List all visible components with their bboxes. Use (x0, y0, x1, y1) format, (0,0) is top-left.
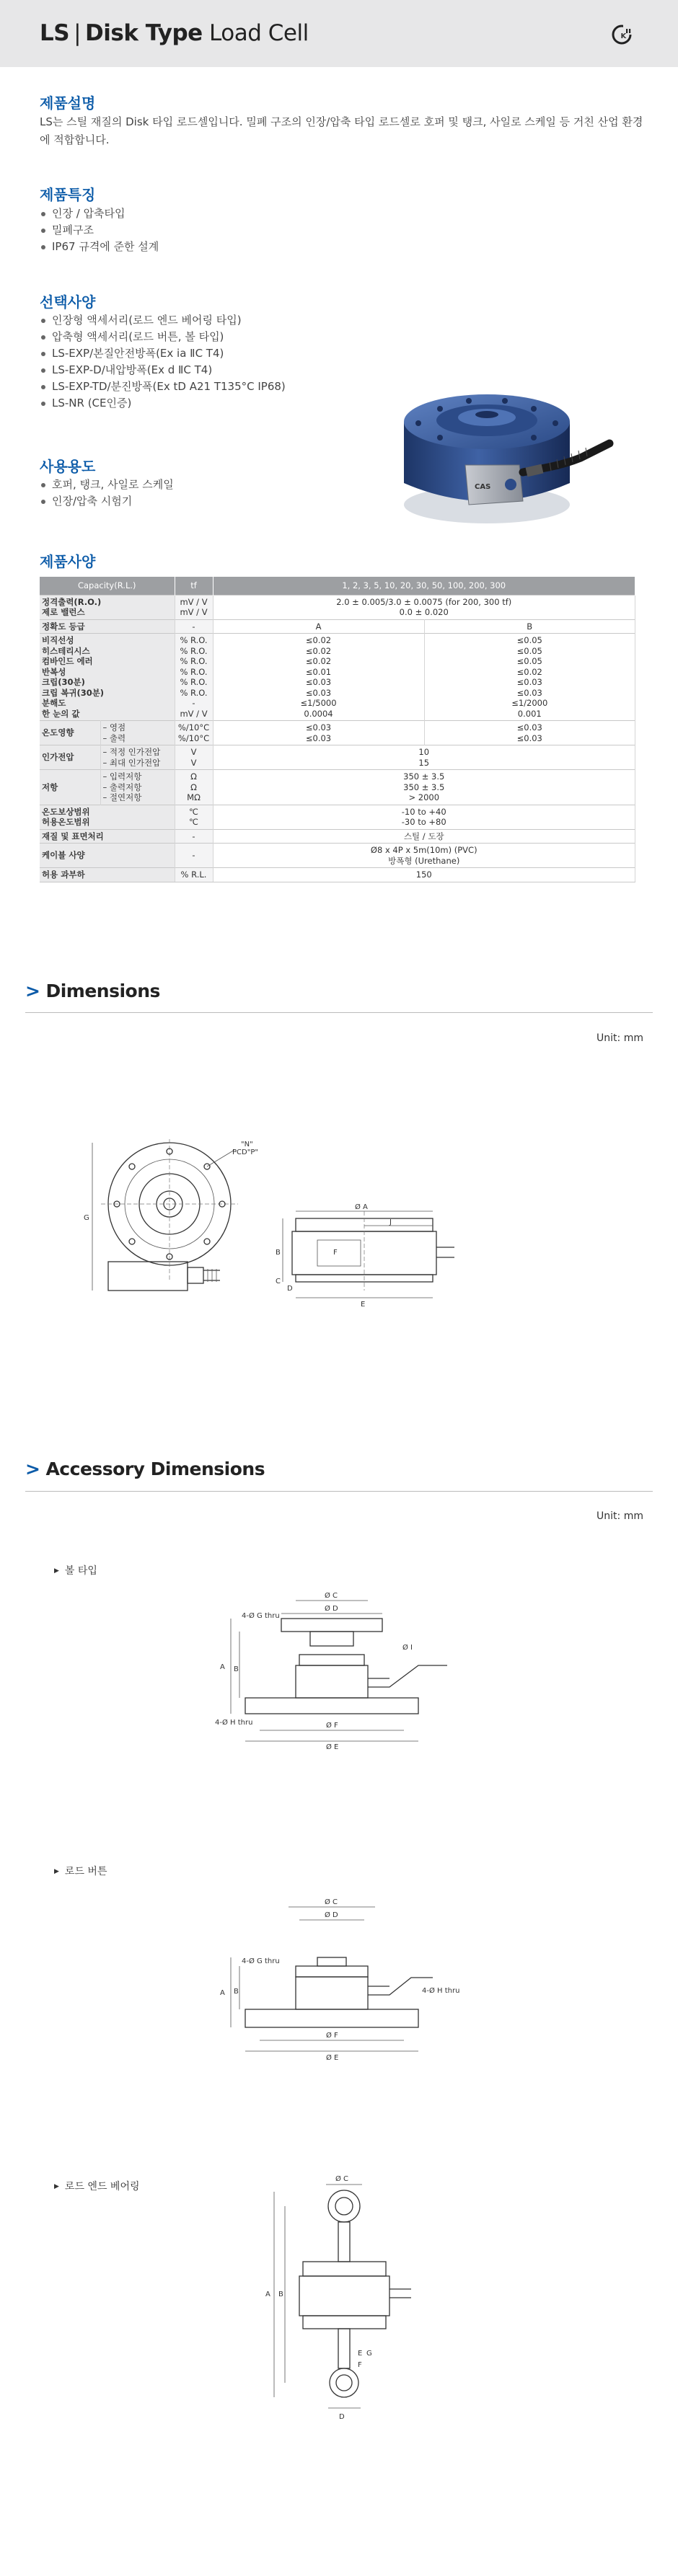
button-label-g: 4-Ø G thru (242, 1957, 280, 1965)
spec-unit: % R.O. (180, 677, 208, 687)
load-button-caption: ▶ 로드 버튼 (54, 1866, 107, 1877)
spec-value-b: ≤1/2000 (511, 698, 548, 708)
spec-label: 정격출력(R.O.) (42, 596, 102, 607)
spec-label: 비직선성 (42, 635, 74, 645)
ball-label-a: A (220, 1663, 225, 1671)
dimensions-unit: Unit: mm (596, 1032, 643, 1044)
list-item: LS-EXP-TD/분진방폭(Ex tD A21 T135°C IP68) (40, 379, 286, 395)
dim-label-f: F (333, 1249, 338, 1257)
spec-unit: % R.L. (175, 868, 213, 882)
usage-list (40, 477, 174, 510)
accessory-heading: > Accessory Dimensions (25, 1459, 265, 1479)
spec-unit: %/10°C (177, 722, 210, 732)
spec-value: 350 ± 3.5 (403, 782, 445, 792)
spec-value-b: ≤0.03 (516, 722, 542, 732)
spec-heading: 제품사양 (40, 553, 96, 570)
table-row (40, 595, 635, 619)
list-item: 압축형 액세서리(로드 버튼, 볼 타입) (40, 329, 286, 345)
ball-label-d: Ø D (325, 1605, 338, 1613)
dim-label-b: B (276, 1249, 281, 1257)
spec-header-value: 1, 2, 3, 5, 10, 20, 30, 50, 100, 200, 300 (213, 577, 635, 595)
dimension-drawing-top (84, 1139, 447, 1355)
spec-group-label: 인가전압 (40, 745, 100, 770)
rodend-label-a: A (265, 2290, 270, 2298)
spec-unit: ℃ (189, 806, 198, 817)
spec-value: 150 (213, 868, 635, 882)
spec-sublabel: – 최대 인가전압 (102, 757, 161, 768)
spec-unit: mV / V (180, 607, 208, 617)
dim-label-g: G (84, 1214, 89, 1222)
list-item: LS-EXP-D/내압방폭(Ex d ⅡC T4) (40, 362, 286, 379)
table-row (40, 868, 635, 882)
list-item: 인장형 액세서리(로드 엔드 베어링 타입) (40, 312, 286, 329)
spec-value: 10 (418, 747, 430, 757)
table-row (40, 844, 635, 868)
rodend-label-d: D (339, 2413, 345, 2421)
spec-value-a: ≤0.02 (305, 635, 332, 645)
spec-value-b: ≤0.03 (516, 687, 542, 698)
spec-value-b: B (424, 619, 635, 634)
dim-label-a: Ø A (355, 1203, 368, 1211)
svg-text:K: K (620, 32, 627, 40)
features-list (40, 205, 159, 255)
product-image (389, 357, 620, 537)
spec-value-b: ≤0.05 (516, 635, 542, 645)
divider (25, 1491, 653, 1492)
list-item: LS-EXP/본질안전방폭(Ex ia ⅡC T4) (40, 345, 286, 362)
spec-value-a: ≤0.03 (305, 677, 332, 687)
spec-unit: % R.O. (180, 635, 208, 645)
spec-value: 방폭형 (Urethane) (388, 855, 460, 866)
table-row (40, 745, 635, 770)
description-text: LS는 스틸 재질의 Disk 타입 로드셀입니다. 밀폐 구조의 인장/압축 타입 로드셀로 호퍼 및 탱크, 사일로 스케일 등 거친 산업 환경에 적합합니다. (40, 115, 643, 146)
dimensions-heading-text: Dimensions (45, 981, 160, 1001)
button-label-f: Ø F (326, 2032, 338, 2040)
spec-value-a: ≤0.02 (305, 645, 332, 656)
spec-label: 케이블 사양 (40, 844, 175, 868)
spec-label: 크립 복귀(30분) (42, 687, 105, 698)
spec-value-a: ≤0.02 (305, 656, 332, 666)
button-label-c: Ø C (325, 1898, 338, 1906)
spec-value: -10 to +40 (401, 806, 446, 817)
ball-label-g: 4-Ø G thru (242, 1612, 280, 1620)
load-button-drawing (202, 1893, 490, 2080)
spec-label: 허용 과부하 (40, 868, 175, 882)
accessory-unit: Unit: mm (596, 1510, 643, 1522)
spec-value-a: ≤0.03 (305, 732, 332, 743)
spec-label: 한 눈의 값 (42, 708, 80, 719)
spec-unit: ℃ (189, 817, 198, 827)
table-row (40, 634, 635, 721)
spec-unit: - (192, 698, 195, 708)
dimensions-heading: > Dimensions (25, 981, 160, 1001)
spec-value-b: ≤0.03 (516, 677, 542, 687)
spec-value-b: ≤0.03 (516, 732, 542, 743)
dim-label-c: C (276, 1278, 281, 1285)
page-header (0, 0, 678, 67)
spec-unit: Ω (190, 782, 197, 792)
button-label-a: A (220, 1989, 225, 1997)
usage-heading: 사용용도 (40, 458, 96, 475)
spec-header-label: Capacity(R.L.) (40, 577, 175, 595)
page-title (40, 20, 309, 46)
table-row (40, 721, 635, 745)
table-row (40, 829, 635, 844)
ball-label-i: Ø I (402, 1644, 413, 1652)
spec-sublabel: – 출력 (102, 732, 126, 743)
rodend-label-e: E (358, 2350, 363, 2358)
spec-sublabel: – 절연저항 (102, 792, 142, 802)
divider (25, 1012, 653, 1013)
spec-label: 히스테리시스 (42, 645, 90, 656)
rod-end-caption: ▶ 로드 엔드 베어링 (54, 2181, 140, 2192)
spec-group-label: 온도영향 (40, 721, 100, 745)
spec-value-b: ≤0.02 (516, 666, 542, 677)
spec-unit: % R.O. (180, 666, 208, 677)
spec-value: 350 ± 3.5 (403, 771, 445, 782)
spec-unit: % R.O. (180, 645, 208, 656)
rod-end-drawing (238, 2166, 454, 2426)
list-item: 밀폐구조 (40, 222, 159, 239)
spec-label: 컴바인드 에러 (42, 656, 93, 666)
spec-value-a: ≤0.01 (305, 666, 332, 677)
spec-sublabel: – 적정 인가전압 (102, 747, 161, 757)
rodend-label-f: F (358, 2361, 362, 2369)
button-label-b: B (234, 1988, 239, 1996)
rod-end-caption-text: 로드 엔드 베어링 (64, 2181, 140, 2192)
table-row (40, 770, 635, 805)
spec-unit: MΩ (187, 792, 201, 802)
spec-label: 허용온도범위 (42, 817, 90, 827)
spec-label: 분해도 (42, 698, 66, 708)
list-item: 인장/압축 시험기 (40, 493, 174, 510)
list-item: LS-NR (CE인증) (40, 395, 286, 412)
load-button-caption-text: 로드 버튼 (64, 1866, 107, 1877)
button-label-d: Ø D (325, 1911, 338, 1919)
spec-label: 정확도 등급 (40, 619, 175, 634)
spec-label: 재질 및 표면처리 (40, 829, 175, 844)
spec-table (40, 577, 635, 882)
kc-mark-icon (611, 24, 633, 45)
spec-label: 크립(30분) (42, 677, 85, 687)
ball-label-h: 4-Ø H thru (215, 1719, 253, 1727)
list-item: IP67 규격에 준한 설계 (40, 239, 159, 255)
spec-value-a: ≤0.03 (305, 687, 332, 698)
rodend-label-g: G (366, 2350, 372, 2358)
spec-unit: Ω (190, 771, 197, 782)
spec-value-a: 0.0004 (304, 708, 333, 719)
spec-value: 15 (418, 757, 430, 768)
spec-unit: - (175, 829, 213, 844)
spec-label: 제로 밸런스 (42, 607, 85, 617)
button-label-e: Ø E (326, 2054, 339, 2062)
spec-sublabel: – 출력저항 (102, 782, 142, 792)
spec-value: > 2000 (408, 792, 440, 802)
model-name: LS (40, 20, 70, 46)
brand-label: CAS (475, 483, 491, 491)
table-row (40, 805, 635, 829)
spec-label: 온도보상범위 (42, 806, 90, 817)
spec-value: 스틸 / 도장 (213, 829, 635, 844)
ball-type-drawing (202, 1586, 490, 1802)
spec-label: 반복성 (42, 666, 66, 677)
spec-sublabel: – 영점 (102, 722, 126, 732)
type-light: Load Cell (209, 20, 309, 46)
dim-label-d: D (287, 1285, 293, 1293)
spec-value: 2.0 ± 0.005/3.0 ± 0.0075 (for 200, 300 tf) (336, 596, 512, 607)
spec-sublabel: – 입력저항 (102, 771, 142, 782)
spec-value-a: A (213, 619, 424, 634)
ball-label-f: Ø F (326, 1722, 338, 1730)
spec-unit: % R.O. (180, 687, 208, 698)
spec-unit: % R.O. (180, 656, 208, 666)
spec-unit: %/10°C (177, 732, 210, 743)
button-label-h: 4-Ø H thru (422, 1987, 460, 1995)
spec-value: 0.0 ± 0.020 (399, 607, 449, 617)
spec-value-b: ≤0.05 (516, 656, 542, 666)
description-heading: 제품설명 (40, 94, 96, 112)
spec-value-a: ≤1/5000 (300, 698, 337, 708)
options-heading: 선택사양 (40, 293, 96, 311)
ball-type-caption-text: 볼 타입 (64, 1565, 97, 1577)
spec-value-a: ≤0.03 (305, 722, 332, 732)
type-bold: Disk Type (85, 20, 203, 46)
spec-header-unit: tf (175, 577, 213, 595)
dim-label-j: J (389, 1218, 392, 1226)
list-item: 호퍼, 탱크, 사일로 스케일 (40, 477, 174, 493)
ball-label-b: B (234, 1665, 239, 1673)
spec-unit: V (190, 747, 197, 757)
spec-unit: - (175, 619, 213, 634)
spec-value-b: ≤0.05 (516, 645, 542, 656)
spec-value: Ø8 x 4P x 5m(10m) (PVC) (370, 845, 477, 855)
spec-unit: - (175, 844, 213, 868)
spec-value: -30 to +80 (401, 817, 446, 827)
spec-unit: mV / V (180, 708, 208, 719)
rodend-label-c: Ø C (335, 2175, 349, 2183)
dim-label-pcd: PCD"P" (232, 1148, 258, 1156)
spec-value-b: 0.001 (517, 708, 542, 719)
accessory-heading-text: Accessory Dimensions (45, 1459, 265, 1479)
list-item: 인장 / 압축타입 (40, 205, 159, 222)
spec-group-label: 저항 (40, 770, 100, 805)
features-heading: 제품특징 (40, 186, 96, 203)
table-row (40, 619, 635, 634)
ball-label-c: Ø C (325, 1592, 338, 1600)
spec-unit: mV / V (180, 596, 208, 607)
ball-label-e: Ø E (326, 1743, 339, 1751)
ball-type-caption: ▶ 볼 타입 (54, 1565, 97, 1577)
rodend-label-b: B (278, 2290, 283, 2298)
dim-label-e: E (361, 1301, 366, 1309)
options-list (40, 312, 286, 412)
dim-label-n: "N" (241, 1141, 253, 1148)
spec-unit: V (190, 757, 197, 768)
title-separator: | (74, 20, 82, 46)
